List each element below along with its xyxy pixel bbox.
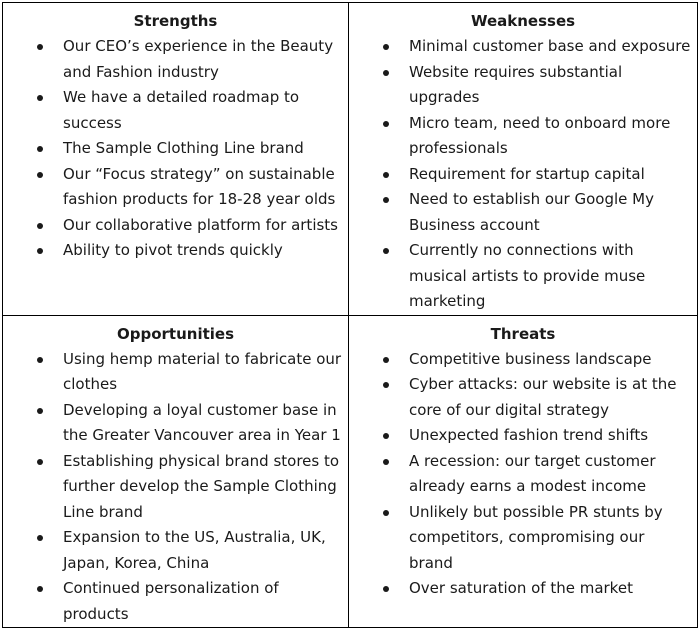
bullet-icon bbox=[37, 248, 43, 254]
list-item bbox=[3, 213, 348, 239]
list-item bbox=[349, 162, 697, 188]
list-item-text: Developing a loyal customer base in the Greater Vancouver area in Year 1 bbox=[63, 400, 341, 444]
bullet-icon bbox=[37, 95, 43, 101]
list-item-text: Ability to pivot trends quickly bbox=[63, 241, 283, 259]
list-item-text: Unlikely but possible PR stunts by competitors, compromising our brand bbox=[409, 502, 663, 572]
list-item bbox=[3, 136, 348, 162]
list-item-text: Establishing physical brand stores to further develop the Sample Clothing Line brand bbox=[63, 451, 340, 521]
list-item-text: Requirement for startup capital bbox=[409, 164, 645, 183]
bullet-icon bbox=[383, 121, 389, 127]
bullet-icon bbox=[383, 248, 389, 254]
threats-heading: Threats bbox=[490, 324, 556, 343]
list-item bbox=[3, 34, 348, 85]
list-item-text: The Sample Clothing Line brand bbox=[63, 139, 304, 157]
list-item bbox=[349, 34, 697, 60]
list-item-text: Micro team, need to onboard more professionals bbox=[409, 113, 671, 157]
list-item bbox=[3, 85, 348, 136]
strengths-list bbox=[3, 34, 348, 264]
list-item-text: Our “Focus strategy” on sustainable fashion products for 18-28 year olds bbox=[63, 164, 336, 208]
list-item bbox=[3, 347, 348, 398]
bullet-icon bbox=[383, 586, 389, 592]
list-item bbox=[349, 500, 697, 577]
opportunities-cell bbox=[3, 315, 349, 628]
bullet-icon bbox=[383, 357, 389, 363]
opportunities-heading: Opportunities bbox=[116, 324, 234, 343]
bullet-icon bbox=[383, 433, 389, 439]
list-item bbox=[3, 449, 348, 526]
list-item-text: Need to establish our Google My Business account bbox=[409, 190, 654, 234]
bullet-icon bbox=[383, 172, 389, 178]
bullet-icon bbox=[37, 172, 43, 178]
list-item-text: Our CEO’s experience in the Beauty and Fashion industry bbox=[63, 37, 334, 81]
bullet-icon bbox=[383, 44, 389, 50]
bullet-icon bbox=[37, 586, 43, 592]
list-item bbox=[349, 372, 697, 423]
threats-list bbox=[349, 347, 697, 602]
bullet-icon bbox=[37, 223, 43, 229]
list-item-text: Unexpected fashion trend shifts bbox=[409, 426, 649, 444]
list-item bbox=[3, 398, 348, 449]
bullet-icon bbox=[37, 408, 43, 414]
list-item-text: Our collaborative platform for artists bbox=[63, 215, 338, 234]
list-item bbox=[349, 449, 697, 500]
list-item-text: Cyber attacks: our website is at the core of our digital strategy bbox=[409, 375, 677, 419]
threats-cell bbox=[349, 315, 698, 628]
list-item bbox=[349, 347, 697, 373]
bullet-icon bbox=[383, 70, 389, 76]
list-item-text: Over saturation of the market bbox=[409, 579, 633, 597]
strengths-heading: Strengths bbox=[133, 12, 218, 30]
list-item-text: Expansion to the US, Australia, UK, Japan, Korea, China bbox=[63, 528, 326, 572]
list-item-text: A recession: our target customer already earns a modest income bbox=[409, 451, 656, 495]
bullet-icon bbox=[37, 44, 43, 50]
list-item-text: Using hemp material to fabricate our clothes bbox=[63, 349, 342, 393]
bullet-icon bbox=[383, 382, 389, 388]
weaknesses-list bbox=[349, 34, 697, 315]
list-item-text: Minimal customer base and exposure bbox=[409, 37, 691, 55]
list-item bbox=[349, 576, 697, 602]
list-item-text: Continued personalization of products bbox=[63, 579, 279, 623]
weaknesses-heading: Weaknesses bbox=[470, 12, 576, 30]
list-item-text: Competitive business landscape bbox=[409, 349, 652, 368]
list-item-text: Currently no connections with musical artists to provide muse marketing bbox=[409, 241, 646, 310]
bullet-icon bbox=[37, 535, 43, 541]
bullet-icon bbox=[37, 146, 43, 152]
list-item-text: We have a detailed roadmap to success bbox=[63, 88, 300, 132]
bullet-icon bbox=[383, 510, 389, 516]
list-item bbox=[3, 525, 348, 576]
strengths-cell bbox=[3, 3, 349, 316]
swot-table bbox=[2, 2, 698, 628]
weaknesses-cell bbox=[349, 3, 698, 316]
bullet-icon bbox=[37, 459, 43, 465]
bullet-icon bbox=[383, 197, 389, 203]
list-item-text: Website requires substantial upgrades bbox=[409, 62, 623, 106]
list-item bbox=[349, 60, 697, 111]
bullet-icon bbox=[37, 357, 43, 363]
list-item bbox=[349, 238, 697, 315]
list-item bbox=[3, 576, 348, 627]
opportunities-list bbox=[3, 347, 348, 628]
list-item bbox=[3, 162, 348, 213]
list-item bbox=[3, 238, 348, 264]
list-item bbox=[349, 423, 697, 449]
list-item bbox=[349, 111, 697, 162]
bullet-icon bbox=[383, 459, 389, 465]
list-item bbox=[349, 187, 697, 238]
